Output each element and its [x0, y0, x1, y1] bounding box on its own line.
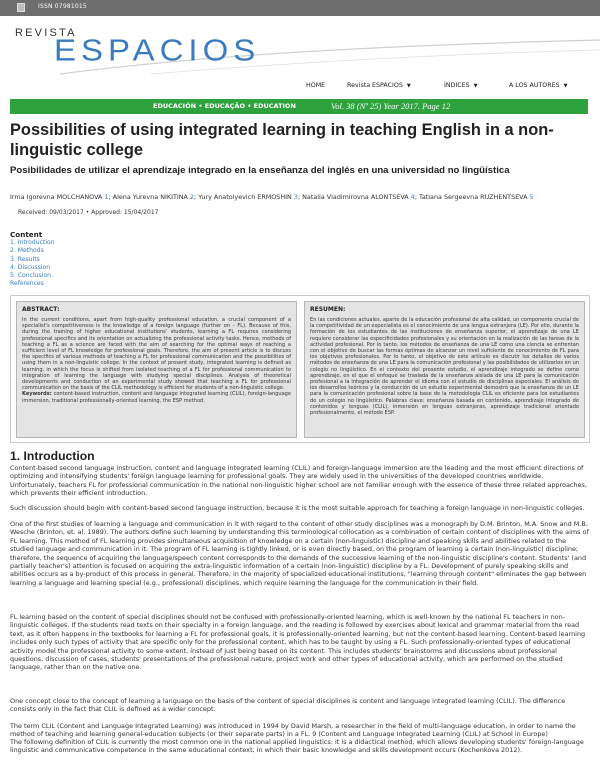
- author-name: Tatiana Sergeevna RUZHENTSEVA: [419, 193, 528, 201]
- resumen-text: En las condiciones actuales, aparte de la educación profesional de alta calidad, un componente crucial de la competitividad de un especialista es el conocimiento de una lengua extranjera (LE). Por ello, durante la formación de los estudiantes de las instituciones de enseñanza superior, el aprendizaje de una LE requiere considerar las especificidades profesionales y su orientación en la realización de las tareas de la actividad profesional. Por lo tanto, los métodos de enseñanza de una LE como una ciencia se enfrentan con el objetivo de buscar las formas óptimas de alcanzar un nivel suficiente de conocimiento de FL para los objetivos profesionales. Por lo tanto, el objetivo de este artículo es discutir los detalles de varios métodos de enseñanza de una LE para la comunicación profesional y las posibilidades de utilizarlos en un colegio no lingüístico. En el contexto del presente estudio, el aprendizaje integrado se define como aprendizaje, en el que el enfoque se traslada de la enseñanza aislada de una LE para la comunicación profesional a la integración de aprender el idioma con el estudio de disciplinas especiales. El análisis de los desarrollos teóricos y la conducción de un estudio experimental demostró que la enseñanza de un LE para la comunicación profesional sobre la base de la metodología CLIL es eficiente para los estudiantes de un colegio no lingüístico. Palabras clave: enseñanza basada en contenido, aprendizaje integrado de contenidos y lenguas (CLIL), inmersión en lenguas extranjeras, aprendizaje tradicional orientado profesionalmente, el método ESP.: [310, 317, 579, 417]
- banner-volume: Vol. 38 (Nº 25) Year 2017. Page 12: [331, 101, 451, 111]
- nav-revista[interactable]: [347, 82, 411, 92]
- abstract-heading: ABSTRACT:: [22, 306, 60, 313]
- author-name: Yury Anatolyevich ERMOSHIN: [198, 193, 292, 201]
- contents-link[interactable]: 1. Introduction: [10, 239, 55, 246]
- logo-espacios-text[interactable]: ESPACIOS: [54, 33, 261, 68]
- chevron-down-icon: ▼: [563, 83, 568, 89]
- keywords-text: content-based instruction, content and language integrated learning (CLIL), foreign-language immersion, traditional professionally-oriented learning, the ESP method.: [22, 391, 291, 404]
- contents-link[interactable]: 3. Results: [10, 255, 40, 263]
- author-ref-link[interactable]: 4: [410, 193, 415, 201]
- author-name: Alena Yurevna NIKITINA: [112, 193, 188, 201]
- section-banner: [10, 99, 588, 114]
- abstract-box: [16, 301, 297, 438]
- contents-link[interactable]: 2. Methods: [10, 247, 44, 255]
- body-paragraph: One concept close to the concept of learning a language on the basis of the content of special disciplines is content and language integrated learning (CLIL). The difference consists only in the fact that CLIL is defined as a wider concept.: [10, 697, 566, 714]
- issn-icon: [17, 3, 25, 12]
- author-ref-link[interactable]: 3: [293, 193, 298, 201]
- body-paragraph: One of the first studies of learning a language and communication in it with regard to the content of other study disciplines was a monograph by D.M. Brinton, M.A. Snow and M.B. Wesche (Brinton, et. al. 1989). The authors define such learning by understanding this terminological collocation as a combination of certain content of disciplines with the aims of FL learning. This method of FL learning provides simultaneous acquisition of knowledge on a certain (non-linguistic) discipline and speaking skills and abilities related to the studied language and communication in it. The program of FL learning is tightly linked, or is even directly based, on the program of learning a certain (non-linguistic) discipline; therefore, the sequence of acquiring the language/speech content corresponds to the demands of the successive learning of the non-linguistic discipline's content. Students' (and partially teacher's) attention is focused on acquiring the extra-linguistic information of a certain (non-linguistic) discipline by a FL. Development of purely speaking skills and abilities occurs as a by-product of this process in general. Therefore, in the majority of specialized educational institutions, "learning through content" eliminates the gap between learning a language and learning special (e.g., professional) disciplines, which require learning the language for the communication in their field.: [10, 520, 589, 587]
- resumen-box: [304, 301, 585, 438]
- nav-revista-label: Revista ESPACIOS: [347, 82, 403, 89]
- section-heading: 1. Introduction: [10, 449, 95, 463]
- body-paragraph: Content-based second language instruction, content and language integrated learning (CLIL) and foreign-language immersion are the leading and the most efficient directions of optimizing and intensifying students' foreign language learning for professional goals. They are widely used in the universities of the developed countries worldwide. Unfortunately, teachers FL for professional communication in the national non-linguistic higher school are not familiar enough with the essence of these three related approaches, which prevents their efficient introduction.: [10, 464, 587, 498]
- received-dates: Received: 09/03/2017 • Approved: 15/04/2017: [18, 209, 159, 216]
- nav-indices-label: ÍNDICES: [444, 82, 470, 89]
- abstract-container: [10, 295, 590, 443]
- body-paragraph: FL learning based on the content of special disciplines should not be confused with professionally-oriented learning, which is well-known by the national FL teachers in non-linguistic colleges. If the students read texts on their specialty in a foreign language, and the reading is followed by exercises about lexical and grammar material from the read text, as it often happens in the textbooks for learning a FL for professional goals, it is professionally-oriented learning, but not the content-based learning. Content-based learning includes only such types of activity that are specific only for the professional content, which has to be taught by using a FL. Such professionally-oriented types of educational activity model the professional activity to some extent, instead of just being based on its content. This includes students' brainstorms and discussions about professional questions, discussion of cases, students' presentations of the professional nature, project work and other types of educational activity, which are performed on the studied language, rather than on the native one.: [10, 613, 586, 672]
- contents-list: [10, 239, 55, 289]
- logo-revista-text[interactable]: REVISTA: [15, 27, 77, 39]
- resumen-heading: RESUMEN:: [310, 306, 346, 313]
- nav-home-label: HOME: [306, 82, 326, 89]
- nav-autores-label: A LOS AUTORES: [509, 82, 560, 89]
- author-ref-link[interactable]: 5: [529, 193, 534, 201]
- chevron-down-icon: ▼: [473, 83, 478, 89]
- author-name: Irma Igorevna MOLCHANOVA: [10, 193, 103, 201]
- nav-home[interactable]: [306, 82, 325, 92]
- nav-indices[interactable]: [444, 82, 478, 92]
- chevron-down-icon: ▼: [406, 83, 411, 89]
- author-ref-link[interactable]: 2: [189, 193, 195, 201]
- contents-link[interactable]: 4. Discussion: [10, 263, 51, 271]
- authors-line: Irma Igorevna MOLCHANOVA 1; Alena Yurevna NIKITINA 2; Yury Anatolyevich ERMOSHIN 3; Natalia Vladimirovna ALONTSEVA 4; Tatiana Sergeevna RUZHENTSEVA 5: [10, 193, 534, 201]
- keywords-label: Keywords:: [22, 391, 52, 398]
- body-paragraph: The following definition of CLIL is currently the most common one in the national applied linguistics: it is a didactical method, which allows developing students' foreign-language linguistic and communicative competence in the same educational context, in which their basic knowledge and skills development occurs (Kochenkova 2012).: [10, 738, 584, 755]
- issn-label: ISSN 07981015: [38, 3, 87, 10]
- contents-heading: Content: [10, 230, 43, 239]
- article-title: Possibilities of using integrated learning in teaching English in a non-linguistic college: [10, 121, 554, 159]
- author-name: Natalia Vladimirovna ALONTSEVA: [302, 193, 409, 201]
- author-ref-link[interactable]: 1: [104, 193, 109, 201]
- contents-link[interactable]: References: [10, 280, 44, 288]
- article-subtitle: Posibilidades de utilizar el aprendizaje integrado en la enseñanza del inglés en una universidad no lingüística: [10, 165, 510, 176]
- contents-link[interactable]: 5. Conclusion: [10, 272, 51, 280]
- issn-bar: [0, 0, 600, 16]
- abstract-text: In the current conditions, apart from high-quality professional education, a crucial component of a specialist's competitiveness is the knowledge of a foreign language (further on – FL). Because of this, during the training of higher educational institutions' students, learning a FL requires considering professional specifics and its orientation on actualizing the professional activity tasks. Hence, methods of teaching a FL as a science are faced with the aim of searching for the optimal ways of reaching a sufficient level of FL knowledge for professional goals. Therefore, the aim of present article is to discuss the specifics of various methods of teaching a FL for professional communication and the possibilities of using them in a non-linguistic college. In the context of present study, integrated learning is defined as learning, in which the focus is shifted from isolated teaching of a FL for professional communication to integration of learning the language with studying special disciplines. Analysis of theoretical developments and conduction of an experimental study showed that teaching a FL for professional communication on the basis of the CLIL methodology is efficient for students of a non-linguistic college.: [22, 317, 291, 392]
- body-paragraph: Such discussion should begin with content-based second language instruction, because it is the most suitable approach for teaching a foreign language in non-linguistic colleges.: [10, 504, 585, 512]
- nav-autores[interactable]: [509, 82, 567, 92]
- abstract-keywords: [22, 391, 291, 403]
- banner-categories: EDUCACIÓN • EDUCAÇÃO • EDUCATION: [153, 102, 296, 110]
- body-paragraph: The term CLIL (Content and Language Integrated Learning) was introduced in 1994 by David Marsh, a researcher in the field of multi-language education, in order to name the method of teaching and learning general-education subjects (or their separate parts) in a FL. 9 (Content and Language Integrated Learning (CLIL) at School in Europe): [10, 722, 576, 739]
